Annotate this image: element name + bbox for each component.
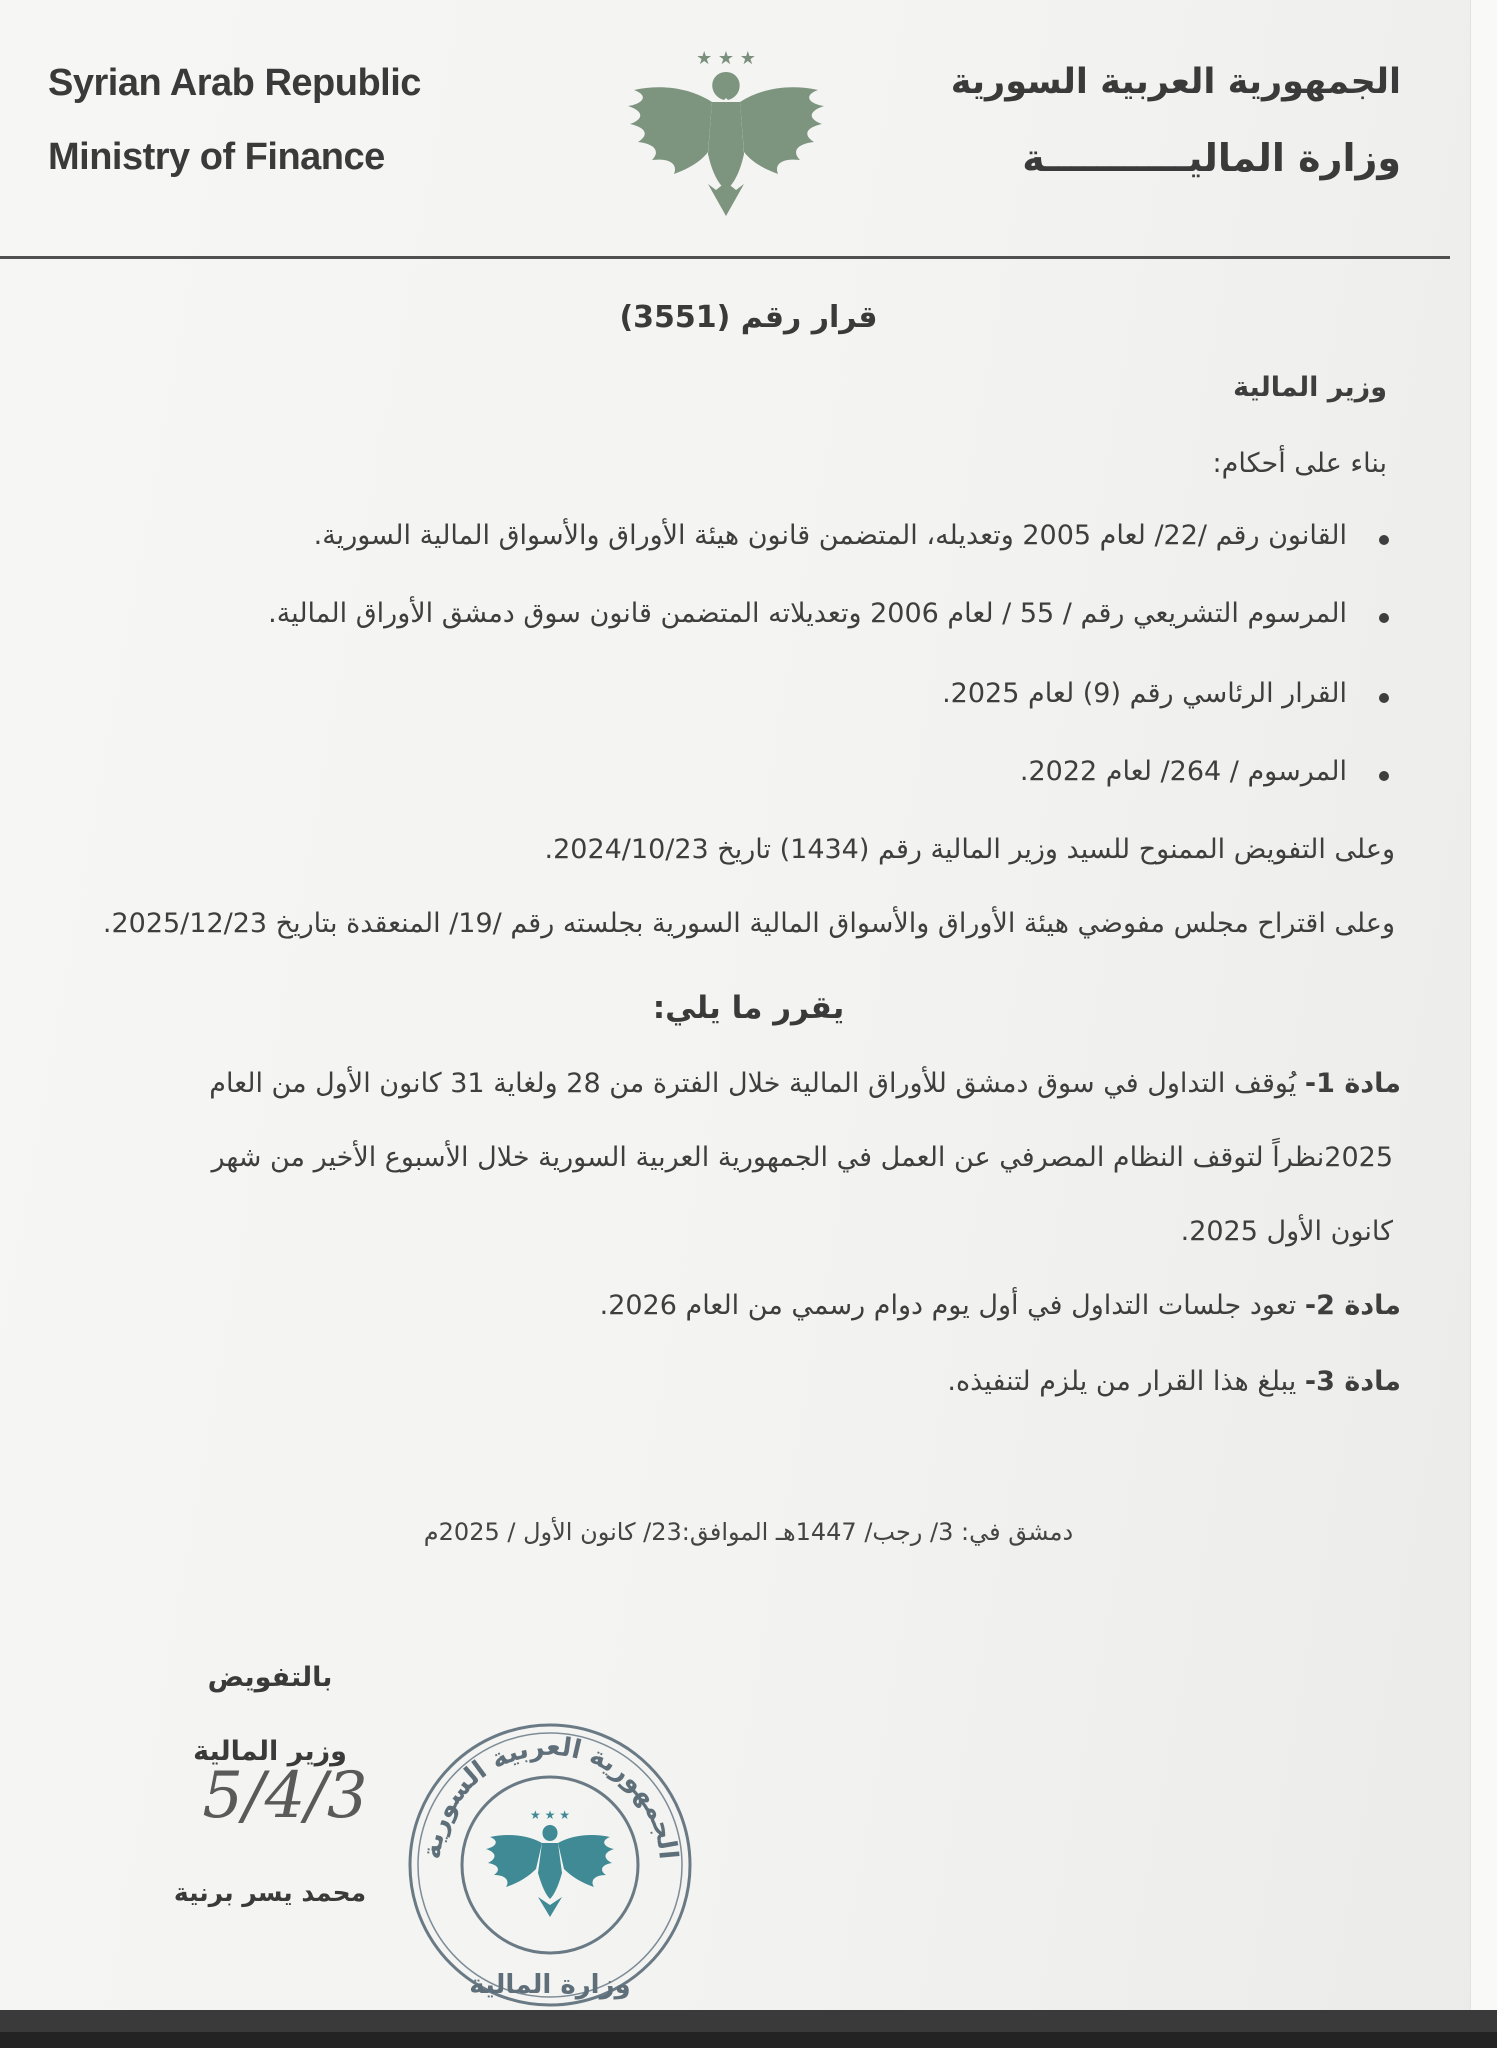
emblem-stars: ★ ★ ★	[696, 48, 756, 69]
bullet-presidential-9: القرار الرئاسي رقم (9) لعام 2025.	[942, 678, 1347, 709]
article-2	[600, 1290, 1401, 1321]
handwritten-signature	[200, 1745, 370, 1845]
header-ar-ministry: وزارة الماليـــــــــــة	[1022, 136, 1401, 180]
article-3	[947, 1366, 1401, 1397]
stamp-bottom-text: وزارة المالية	[469, 1970, 631, 2000]
article-1-text-1: يُوقف التداول في سوق دمشق للأوراق المالية خلال الفترة من 28 ولغاية 31 كانون الأول من العام	[209, 1068, 1297, 1099]
proposal-paragraph: وعلى اقتراح مجلس مفوضي هيئة الأوراق والأسواق المالية السورية بجلسته رقم /19/ المنعقدة بتاريخ 2025/12/23.	[102, 908, 1395, 939]
bullet-icon	[1379, 771, 1389, 781]
based-on-heading: بناء على أحكام:	[1212, 448, 1387, 479]
signer-name: محمد يسر برنية	[173, 1878, 367, 1907]
date-line: دمشق في: 3/ رجب/ 1447هـ الموافق:23/ كانون الأول / 2025م	[423, 1518, 1074, 1546]
article-1-label: مادة 1-	[1304, 1068, 1401, 1099]
header-divider	[0, 256, 1450, 259]
header-ar-country: الجمهورية العربية السورية	[950, 62, 1401, 102]
stamp-ring-text: الجمهورية العربية السورية	[416, 1731, 683, 1861]
decision-title: قرار رقم (3551)	[619, 300, 878, 335]
signer-role: وزير المالية	[193, 1736, 347, 1767]
header-en-country: Syrian Arab Republic	[48, 62, 421, 104]
article-1-line-2: 2025نظراً لتوقف النظام المصرفي عن العمل في الجمهورية العربية السورية خلال الأسبوع الأخير من شهر	[211, 1142, 1393, 1173]
bullet-icon	[1379, 613, 1389, 623]
by-delegation-label: بالتفويض	[207, 1662, 333, 1693]
article-1-line-3: كانون الأول 2025.	[1180, 1216, 1393, 1247]
delegation-paragraph: وعلى التفويض الممنوح للسيد وزير المالية رقم (1434) تاريخ 2024/10/23.	[544, 834, 1395, 865]
svg-text:★ ★ ★: ★ ★ ★	[530, 1808, 570, 1822]
article-3-label: مادة 3-	[1304, 1366, 1401, 1397]
bullet-icon	[1379, 535, 1389, 545]
background-surface-dark	[0, 2032, 1497, 2048]
article-1-line-1	[209, 1068, 1401, 1099]
bullet-law-22: القانون رقم /22/ لعام 2005 وتعديله، المتضمن قانون هيئة الأوراق والأسواق المالية السورية.	[313, 520, 1347, 551]
decides-heading: يقرر ما يلي:	[652, 990, 845, 1026]
article-2-label: مادة 2-	[1304, 1290, 1401, 1321]
bullet-icon	[1379, 693, 1389, 703]
header-en-ministry: Ministry of Finance	[48, 136, 385, 178]
article-3-text: يبلغ هذا القرار من يلزم لتنفيذه.	[947, 1366, 1297, 1397]
ministry-stamp	[400, 1715, 700, 2010]
article-2-text: تعود جلسات التداول في أول يوم دوام رسمي من العام 2026.	[599, 1290, 1297, 1321]
svg-text:الجمهورية العربية السورية	[417, 1732, 683, 1861]
issuer-heading: وزير المالية	[1233, 372, 1387, 403]
syrian-eagle-emblem-icon	[612, 44, 840, 216]
signature-scribble: 5/4/3	[202, 1759, 368, 1833]
bullet-decree-55: المرسوم التشريعي رقم / 55 / لعام 2006 وتعديلاته المتضمن قانون سوق دمشق الأوراق المالية.	[268, 598, 1347, 629]
page-edge	[1470, 0, 1497, 2048]
bullet-decree-264: المرسوم / 264/ لعام 2022.	[1019, 756, 1347, 787]
